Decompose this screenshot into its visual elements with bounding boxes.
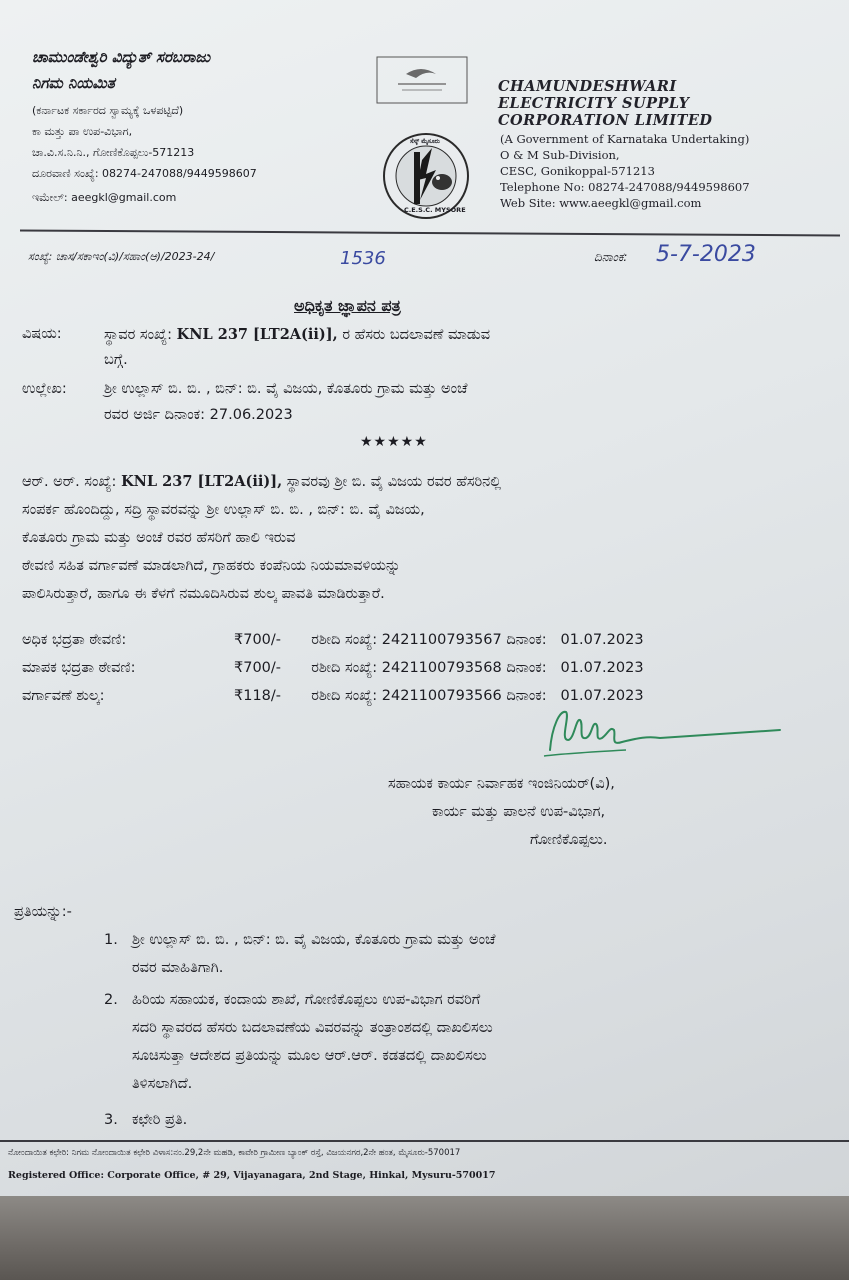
signatory-designation: ಸಹಾಯಕ ಕಾರ್ಯ ನಿರ್ವಾಹಕ ಇಂಜಿನಿಯರ್(ವಿ), — [388, 776, 615, 792]
en-website: Web Site: www.aeegkl@gmail.com — [500, 196, 702, 210]
logo-en-text: C.E.S.C. MYSORE — [404, 206, 466, 214]
table-surface — [0, 1196, 849, 1280]
signatory-place: ಗೋಣಿಕೊಪ್ಪಲು. — [530, 832, 608, 848]
payment-date: 01.07.2023 — [560, 632, 644, 648]
copy-item-line: ಶ್ರೀ ಉಲ್ಲಾಸ್ ಬಿ. ಬಿ. , ಬಿನ್: ಬಿ. ವೈ ವಿಜಯ, ಕೊತೂರು ಗ್ರಾಮ ಮತ್ತು ಅಂಚೆ — [132, 932, 496, 948]
copies-label: ಪ್ರತಿಯನ್ನು:- — [14, 904, 72, 920]
subject-line-1: ಸ್ಥಾವರ ಸಂಖ್ಯೆ: KNL 237 [LT2A(ii)], ರ ಹೆಸರು ಬದಲಾವಣೆ ಮಾಡುವ — [104, 326, 491, 343]
en-address: CESC, Gonikoppal-571213 — [500, 164, 655, 178]
kn-company-name-1: ಚಾಮುಂಡೇಶ್ವರಿ ವಿದ್ಯುತ್ ಸರಬರಾಜು — [32, 48, 211, 66]
ref-number-handwritten: 1536 — [340, 248, 386, 269]
kn-address: ಚಾ.ವಿ.ಸ.ನಿ.ನಿ., ಗೋಣಿಕೊಪ್ಪಲು-571213 — [32, 146, 195, 159]
document-title: ಅಧಿಕೃತ ಜ್ಞಾಪನ ಪತ್ರ — [294, 296, 401, 315]
payment-amount: 700/- — [243, 632, 282, 648]
payment-label: ವರ್ಗಾವಣೆ ಶುಲ್ಕ: — [22, 688, 105, 704]
payment-date-label: ದಿನಾಂಕ: — [506, 688, 547, 704]
copy-item-number: 2. — [104, 992, 118, 1008]
copy-item-line: ಸೂಚಿಸುತ್ತಾ ಆದೇಶದ ಪ್ರತಿಯನ್ನು ಮೂಲ ಆರ್.ಆರ್. ಕಡತದಲ್ಲಿ ದಾಖಲಿಸಲು — [132, 1048, 487, 1064]
kn-phone: ದೂರವಾಣಿ ಸಂಖ್ಯೆ: 08274-247088/9449598607 — [32, 167, 257, 180]
copy-item-line: ತಿಳಿಸಲಾಗಿದೆ. — [132, 1076, 193, 1092]
body-line-1: ಆರ್. ಅರ್. ಸಂಖ್ಯೆ: KNL 237 [LT2A(ii)], ಸ್ಥಾವರವು ಶ್ರೀ ಬಿ. ವೈ ವಿಜಯ ರವರ ಹೆಸರಿನಲ್ಲಿ — [22, 473, 502, 490]
receipt-number: 2421100793568 — [381, 660, 502, 676]
body-line-2: ಸಂಪರ್ಕ ಹೊಂದಿದ್ದು, ಸದ್ರಿ ಸ್ಥಾವರವನ್ನು ಶ್ರೀ ಉಲ್ಲಾಸ್ ಬಿ. ಬಿ. , ಬಿನ್: ಬಿ. ವೈ ವಿಜಯ, — [22, 502, 425, 518]
ref-number-label: ಸಂಖ್ಯೆ: ಚಾಸ/ಸಕಾಇಂ(ವಿ)/ಸಹಾಂ(ಆ)/2023-24/ — [28, 250, 215, 263]
en-company-name-3: CORPORATION LIMITED — [498, 112, 713, 129]
receipt-number: 2421100793566 — [381, 688, 502, 704]
kn-subdivision: ಕಾ ಮತ್ತು ಪಾ ಉಪ-ವಿಭಾಗ, — [32, 125, 133, 138]
payment-date: 01.07.2023 — [560, 688, 644, 704]
payment-label: ಮಾಪಕ ಭದ್ರತಾ ಠೇವಣಿ: — [22, 660, 136, 676]
en-govt-note: (A Government of Karnataka Undertaking) — [500, 132, 750, 146]
payment-date-label: ದಿನಾಂಕ: — [506, 632, 547, 648]
en-company-name-2: ELECTRICITY SUPPLY — [498, 95, 690, 112]
g20-emblem-icon — [376, 56, 468, 104]
en-subdivision: O & M Sub-Division, — [500, 148, 620, 162]
payment-date: 01.07.2023 — [560, 660, 644, 676]
receipt-label: ರಶೀದಿ ಸಂಖ್ಯೆ: — [311, 660, 378, 676]
payment-amount: 700/- — [243, 660, 282, 676]
footer-divider — [0, 1140, 849, 1142]
copy-item-line: ಸದರಿ ಸ್ಥಾವರದ ಹೆಸರು ಬದಲಾವಣೆಯ ವಿವರವನ್ನು ತಂತ್ರಾಂಶದಲ್ಲಿ ದಾಖಲಿಸಲು — [132, 1020, 493, 1036]
payment-label: ಅಧಿಕ ಭದ್ರತಾ ಠೇವಣಿ: — [22, 632, 127, 648]
stars-separator: ★★★★★ — [360, 434, 428, 450]
date-handwritten: 5-7-2023 — [656, 242, 756, 267]
kn-email: ಇಮೇಲ್: aeegkl@gmail.com — [32, 191, 177, 204]
body-line-3: ಕೊತೂರು ಗ್ರಾಮ ಮತ್ತು ಅಂಚೆ ರವರ ಹೆಸರಿಗೆ ಹಾಲಿ ಇರುವ — [22, 530, 296, 546]
subject-label: ವಿಷಯ: — [22, 326, 62, 342]
payment-amount: 118/- — [243, 688, 282, 704]
kn-govt-note: (ಕರ್ನಾಟಕ ಸರ್ಕಾರದ ಸ್ವಾಮ್ಯಕ್ಕೆ ಒಳಪಟ್ಟಿದೆ) — [32, 104, 184, 117]
en-phone: Telephone No: 08274-247088/9449598607 — [500, 180, 750, 194]
subject-line-2: ಬಗ್ಗೆ. — [104, 352, 128, 368]
date-label: ದಿನಾಂಕ: — [594, 250, 628, 264]
header-divider — [20, 229, 840, 236]
signatory-office: ಕಾರ್ಯ ಮತ್ತು ಪಾಲನೆ ಉಪ-ವಿಭಾಗ, — [432, 804, 606, 820]
logo-kn-text: ಸೆಸ್ಕ್ ಮೈಸೂರು — [410, 138, 440, 145]
copy-item-line: ಕಛೇರಿ ಪ್ರತಿ. — [132, 1112, 188, 1128]
signature-icon — [530, 696, 790, 766]
copy-item-number: 3. — [104, 1112, 118, 1128]
payment-row: ಮಾಪಕ ಭದ್ರತಾ ಠೇವಣಿ: ₹700/- ರಶೀದಿ ಸಂಖ್ಯೆ: 2421100793568 ದಿನಾಂಕ: 01.07.2023 — [22, 660, 644, 676]
footer-en-address: Registered Office: Corporate Office, # 29, Vijayanagara, 2nd Stage, Hinkal, Mysuru-570017 — [8, 1170, 496, 1181]
reference-line-1: ಶ್ರೀ ಉಲ್ಲಾಸ್ ಬಿ. ಬಿ. , ಬಿನ್: ಬಿ. ವೈ ವಿಜಯ, ಕೊತೂರು ಗ್ರಾಮ ಮತ್ತು ಅಂಚೆ — [104, 381, 468, 397]
payment-row: ವರ್ಗಾವಣೆ ಶುಲ್ಕ: ₹118/- ರಶೀದಿ ಸಂಖ್ಯೆ: 2421100793566 ದಿನಾಂಕ: 01.07.2023 — [22, 688, 644, 704]
payment-row: ಅಧಿಕ ಭದ್ರತಾ ಠೇವಣಿ: ₹700/- ರಶೀದಿ ಸಂಖ್ಯೆ: 2421100793567 ದಿನಾಂಕ: 01.07.2023 — [22, 632, 644, 648]
copy-item-line: ರವರ ಮಾಹಿತಿಗಾಗಿ. — [132, 960, 224, 976]
receipt-label: ರಶೀದಿ ಸಂಖ್ಯೆ: — [311, 632, 378, 648]
kn-company-name-2: ನಿಗಮ ನಿಯಮಿತ — [32, 74, 115, 92]
copy-item-number: 1. — [104, 932, 118, 948]
reference-label: ಉಲ್ಲೇಖ: — [22, 381, 67, 397]
copy-item-line: ಹಿರಿಯ ಸಹಾಯಕ, ಕಂದಾಯ ಶಾಖೆ, ಗೋಣಿಕೊಪ್ಪಲು ಉಪ-ವಿಭಾಗ ರವರಿಗೆ — [132, 992, 481, 1008]
body-line-5: ಪಾಲಿಸಿರುತ್ತಾರೆ, ಹಾಗೂ ಈ ಕೆಳಗೆ ನಮೂದಿಸಿರುವ ಶುಲ್ಕ ಪಾವತಿ ಮಾಡಿರುತ್ತಾರೆ. — [22, 586, 385, 602]
receipt-number: 2421100793567 — [381, 632, 502, 648]
en-company-name-1: CHAMUNDESHWARI — [498, 78, 677, 95]
body-line-4: ಠೇವಣಿ ಸಹಿತ ವರ್ಗಾವಣೆ ಮಾಡಲಾಗಿದೆ, ಗ್ರಾಹಕರು ಕಂಪೆನಿಯ ನಿಯಮಾವಳಿಯನ್ನು — [22, 558, 401, 574]
reference-line-2: ರವರ ಅರ್ಜಿ ದಿನಾಂಕ: 27.06.2023 — [104, 407, 293, 423]
payment-date-label: ದಿನಾಂಕ: — [506, 660, 547, 676]
receipt-label: ರಶೀದಿ ಸಂಖ್ಯೆ: — [311, 688, 378, 704]
footer-kn-address: ನೋಂದಾಯಿತ ಕಛೇರಿ: ನಿಗಮ ನೋಂದಾಯಿತ ಕಛೇರಿ ವಿಳಾಸ:ನಂ.29,2ನೇ ಮಹಡಿ, ಕಾವೇರಿ ಗ್ರಾಮೀಣ ಬ್ಯಾಂಕ್ ರಸ್ತೆ, ವಿಜಯನಗರ,2ನೇ ಹಂತ, ಮೈಸೂರು-570017 — [8, 1148, 461, 1158]
